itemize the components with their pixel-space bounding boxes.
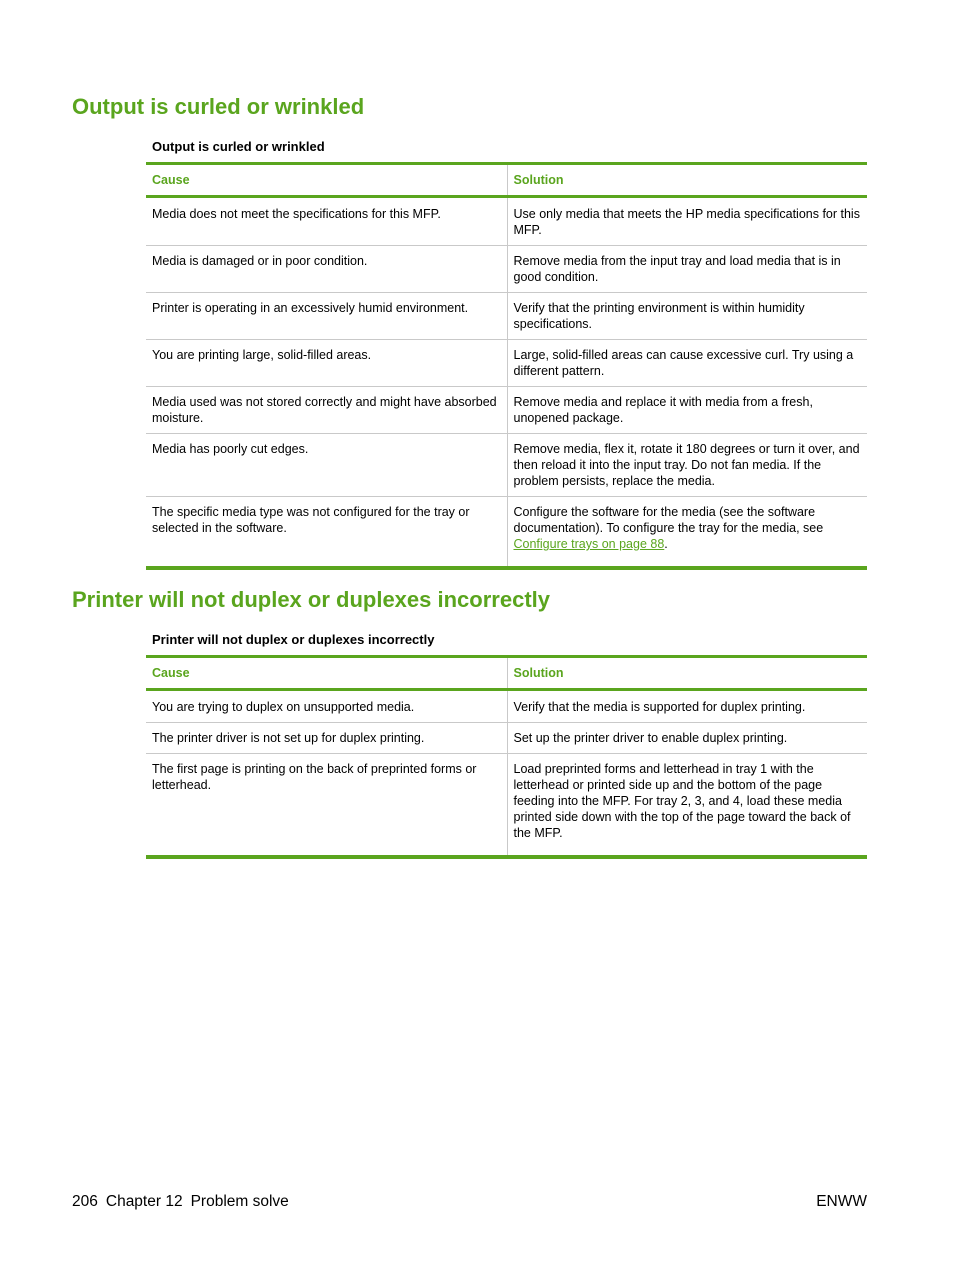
cause-cell: The first page is printing on the back of preprinted forms or letterhead. — [146, 754, 507, 858]
solution-cell: Load preprinted forms and letterhead in tray 1 with the letterhead or printed side up and the bottom of the page feeding into the MFP. For tray 2, 3, and 4, load these media printed side down with the top of the page toward the back of the MFP. — [507, 754, 867, 858]
solution-cell: Remove media, flex it, rotate it 180 degrees or turn it over, and then reload it into the input tray. Do not fan media. If the problem persists, replace the media. — [507, 434, 867, 497]
solution-column-header: Solution — [507, 657, 867, 690]
solution-cell: Set up the printer driver to enable duplex printing. — [507, 723, 867, 754]
solution-cell: Remove media and replace it with media from a fresh, unopened package. — [507, 387, 867, 434]
table-row — [146, 387, 867, 434]
table-row — [146, 340, 867, 387]
table-row — [146, 754, 867, 858]
table-header-row — [146, 657, 867, 690]
solution-cell: Use only media that meets the HP media specifications for this MFP. — [507, 197, 867, 246]
duplex-troubleshooting-table — [146, 655, 867, 859]
table-header-row — [146, 164, 867, 197]
page-number: 206 — [72, 1193, 98, 1210]
solution-cell: Large, solid-filled areas can cause excessive curl. Try using a different pattern. — [507, 340, 867, 387]
solution-column-header: Solution — [507, 164, 867, 197]
cause-column-header: Cause — [146, 657, 507, 690]
solution-cell: Verify that the media is supported for duplex printing. — [507, 690, 867, 723]
solution-cell: Verify that the printing environment is within humidity specifications. — [507, 293, 867, 340]
table-row — [146, 723, 867, 754]
page-footer — [72, 1193, 297, 1211]
chapter-label: Chapter 12 — [105, 1193, 183, 1210]
solution-text: Configure the software for the media (see the software documentation). To configure the tray for the media, see — [513, 505, 824, 535]
cause-cell: You are printing large, solid-filled areas. — [146, 340, 507, 387]
cause-cell: Media is damaged or in poor condition. — [146, 246, 507, 293]
chapter-title: Problem solve — [190, 1193, 289, 1210]
solution-text-end: . — [664, 537, 668, 551]
section-title-curled: Output is curled or wrinkled — [72, 94, 365, 119]
cause-cell: Media does not meet the specifications for this MFP. — [152, 207, 441, 221]
curled-troubleshooting-table — [146, 162, 867, 570]
cause-cell: You are trying to duplex on unsupported media. — [152, 700, 415, 714]
cause-cell: The specific media type was not configured for the tray or selected in the software. — [146, 497, 507, 569]
table-caption-curled: Output is curled or wrinkled — [152, 139, 325, 154]
locale-code: ENWW — [816, 1193, 867, 1210]
table-row — [146, 434, 867, 497]
cause-column-header: Cause — [146, 164, 507, 197]
table-row — [146, 246, 867, 293]
section-title-duplex: Printer will not duplex or duplexes incorrectly — [72, 587, 550, 612]
solution-cell — [507, 497, 867, 569]
cause-cell: The printer driver is not set up for duplex printing. — [146, 723, 507, 754]
table-caption-duplex: Printer will not duplex or duplexes incorrectly — [152, 632, 435, 647]
table-row — [146, 690, 867, 723]
table-row — [146, 293, 867, 340]
cause-cell: Printer is operating in an excessively humid environment. — [146, 293, 507, 340]
cause-cell: Media used was not stored correctly and might have absorbed moisture. — [146, 387, 507, 434]
table-row — [146, 497, 867, 569]
solution-cell: Remove media from the input tray and load media that is in good condition. — [507, 246, 867, 293]
cause-cell: Media has poorly cut edges. — [146, 434, 507, 497]
configure-trays-link[interactable]: Configure trays on page 88 — [513, 537, 665, 551]
table-row — [146, 197, 867, 246]
